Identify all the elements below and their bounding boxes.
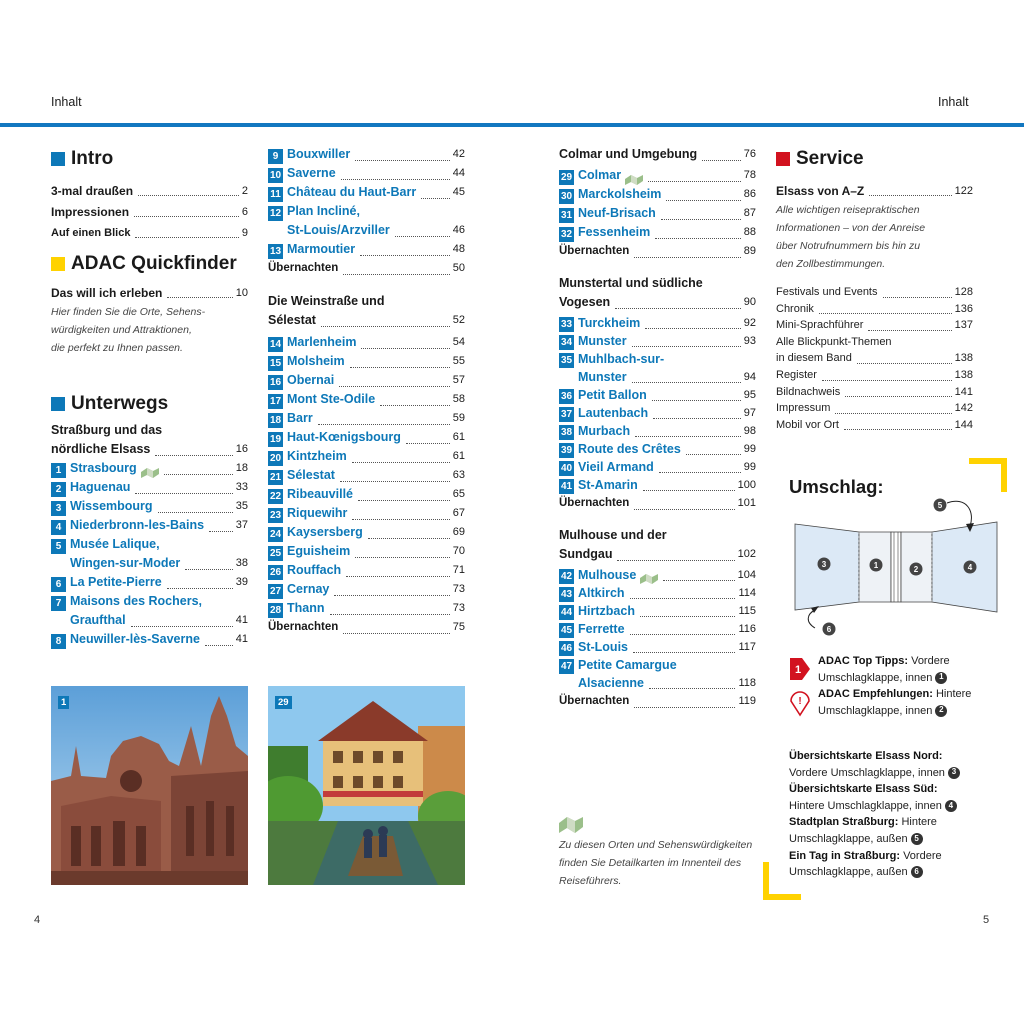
header-left: Inhalt <box>51 95 82 109</box>
fold-label-3 <box>818 558 831 571</box>
page-number-left: 4 <box>34 914 41 926</box>
section-service: Service <box>776 146 973 172</box>
legend-maps <box>789 748 1004 881</box>
uebernachten-entry[interactable]: Übernachten 101 <box>559 497 756 509</box>
service-square-icon <box>776 152 790 166</box>
place-entry[interactable]: 31 Neuf-Brisach 87 <box>560 206 756 221</box>
place-entry[interactable]: 32 Fessenheim 88 <box>560 225 756 240</box>
place-entry[interactable]: 37 Lautenbach 97 <box>560 406 756 420</box>
column-3 <box>559 145 756 711</box>
section-unterwegs: Unterwegs <box>51 391 248 417</box>
place-entry[interactable]: 9 Bouxwiller 42 <box>268 145 465 164</box>
place-entry[interactable]: 7 Maisons des Rochers, <box>51 592 248 611</box>
column-4 <box>776 146 973 433</box>
empfehlung-pin-icon <box>789 689 811 717</box>
service-entry[interactable]: Register 138 <box>776 368 973 381</box>
place-entry[interactable]: 14 Marlenheim 54 <box>269 335 465 350</box>
service-entry[interactable]: Impressum 142 <box>776 402 973 415</box>
place-entry-cont[interactable]: Munster 94 <box>578 370 756 384</box>
region-heading-row[interactable]: Colmar und Umgebung 76 <box>559 147 756 161</box>
fold-label-6 <box>823 623 836 636</box>
uebernachten-entry[interactable]: Übernachten 75 <box>268 621 465 633</box>
region-heading: Die Weinstraße und <box>268 294 385 308</box>
fold-label-4-text: 4 <box>967 563 973 572</box>
umschlag-title: Umschlag: <box>789 476 884 497</box>
place-entry[interactable]: 6 La Petite-Pierre 39 <box>51 573 248 592</box>
place-entry[interactable]: 44 Hirtzbach 115 <box>560 604 756 618</box>
intro-square-icon <box>51 152 65 166</box>
uebernachten-entry[interactable]: Übernachten 119 <box>559 695 756 707</box>
fold-label-6-text: 6 <box>826 625 832 634</box>
place-entry[interactable]: 17 Mont Ste-Odile 58 <box>269 392 465 407</box>
section-quickfinder: ADAC Quickfinder <box>51 251 248 277</box>
uebernachten-entry[interactable]: Übernachten 89 <box>559 245 756 257</box>
toc-entry[interactable]: Auf einen Blick 9 <box>51 227 248 239</box>
place-entry[interactable]: 36 Petit Ballon 95 <box>560 388 756 402</box>
region-heading-row[interactable]: nördliche Elsass 16 <box>51 442 248 456</box>
map-entry-sued[interactable]: Übersichtskarte Elsass Süd: Hintere Umschlagklappe, innen 4 <box>789 781 1004 814</box>
fold-label-1-text: 1 <box>873 561 879 570</box>
top-tipp-icon-number: 1 <box>794 664 802 676</box>
place-entry[interactable]: 19 Haut-Kœnigsbourg 61 <box>269 430 465 445</box>
service-entry[interactable]: Festivals und Events 128 <box>776 286 973 298</box>
detail-map-icon <box>141 468 159 478</box>
circle-number-icon: 5 <box>911 833 923 845</box>
place-entry[interactable]: 47 Petite Camargue <box>560 658 677 672</box>
colmar-illustration <box>268 686 465 885</box>
yellow-corner-top <box>969 458 1007 492</box>
service-note: Alle wichtigen reisepraktischen Informationen – von der Anreise über Notrufnummern bis hin zu den Zollbestimmungen. <box>776 204 926 270</box>
place-entry[interactable]: 42 Mulhouse 104 <box>560 568 756 582</box>
place-entry[interactable]: 21 Sélestat 63 <box>269 468 465 483</box>
place-entry[interactable]: 24 Kaysersberg 69 <box>269 525 465 540</box>
place-entry[interactable]: 29 Colmar 78 <box>560 168 756 183</box>
detail-map-icon <box>640 574 658 584</box>
place-entry[interactable]: 41 St-Amarin 100 <box>560 478 756 492</box>
detail-map-footnote: Zu diesen Orten und Sehenswürdigkeiten finden Sie Detailkarten im Innenteil des Reiseführers. <box>559 839 753 887</box>
place-entry-cont[interactable]: St-Louis/Arzviller 46 <box>287 223 465 237</box>
fold-label-5-text: 5 <box>937 501 943 510</box>
region-heading: Straßburg und das <box>51 423 163 437</box>
header-right: Inhalt <box>938 95 969 109</box>
svg-text:!: ! <box>798 696 802 707</box>
cover-fold-diagram <box>789 492 1001 640</box>
place-entry[interactable]: 34 Munster 93 <box>560 334 756 348</box>
fold-label-1 <box>870 559 883 572</box>
legend-empfehlungen: ADAC Empfehlungen: Hintere Umschlagklappe, innen 2 <box>818 688 972 717</box>
fold-label-2 <box>910 563 923 576</box>
place-entry[interactable]: 20 Kintzheim 61 <box>269 449 465 464</box>
place-entry[interactable]: 38 Murbach 98 <box>560 424 756 438</box>
circle-number-icon: 2 <box>935 705 947 717</box>
fold-label-5 <box>934 499 947 512</box>
photo-colmar-canal <box>268 686 465 885</box>
spine <box>891 532 901 602</box>
place-entry[interactable]: 5 Musée Lalique, <box>51 535 248 554</box>
place-entry-cont[interactable]: Wingen-sur-Moder 38 <box>70 556 248 570</box>
place-entry[interactable]: 8 Neuwiller-lès-Saverne 41 <box>51 630 248 649</box>
circle-number-icon: 4 <box>945 800 957 812</box>
region-heading-row[interactable]: Sélestat 52 <box>268 313 465 327</box>
service-entry[interactable]: Chronik 136 <box>776 302 973 315</box>
region-heading-row[interactable]: Vogesen 90 <box>559 295 756 309</box>
place-entry[interactable]: 11 Château du Haut-Barr 45 <box>268 183 465 202</box>
map-entry-nord[interactable]: Übersichtskarte Elsass Nord: Vordere Umschlagklappe, innen 3 <box>789 748 1004 781</box>
place-entry[interactable]: 25 Eguisheim 70 <box>269 544 465 559</box>
place-entry[interactable]: 15 Molsheim 55 <box>269 354 465 369</box>
toc-entry[interactable]: Das will ich erleben 10 <box>51 286 248 300</box>
circle-number-icon: 3 <box>948 767 960 779</box>
place-entry-cont[interactable]: Alsacienne 118 <box>578 676 756 690</box>
service-entry-cont[interactable]: in diesem Band 138 <box>776 352 973 365</box>
place-entry[interactable]: 2 Haguenau 33 <box>51 478 248 497</box>
intro-list <box>51 178 248 241</box>
toc-entry[interactable]: Elsass von A–Z 122 <box>776 184 973 198</box>
unterwegs-square-icon <box>51 397 65 411</box>
quickfinder-square-icon <box>51 257 65 271</box>
column-2 <box>268 145 465 637</box>
fold-label-4 <box>964 561 977 574</box>
place-entry[interactable]: 3 Wissembourg 35 <box>51 497 248 516</box>
place-entry-cont[interactable]: Graufthal 41 <box>70 613 248 627</box>
place-entry[interactable]: 35 Muhlbach-sur- <box>560 352 665 366</box>
header-rule <box>0 123 1024 127</box>
place-entry[interactable]: 39 Route des Crêtes 99 <box>560 442 756 456</box>
place-entry[interactable]: 43 Altkirch 114 <box>560 586 756 600</box>
unterwegs-list <box>51 421 248 649</box>
service-entry[interactable]: Bildnachweis 141 <box>776 385 973 398</box>
place-entry[interactable]: 33 Turckheim 92 <box>560 316 756 330</box>
service-entry[interactable]: Mobil vor Ort 144 <box>776 418 973 431</box>
place-entry[interactable]: 22 Ribeauvillé 65 <box>269 487 465 502</box>
service-entry[interactable]: Mini-Sprachführer 137 <box>776 319 973 332</box>
legend-top-tipps: ADAC Top Tipps: Vordere Umschlagklappe, innen 1 <box>818 655 950 684</box>
place-entry[interactable]: 4 Niederbronn-les-Bains 37 <box>51 516 248 535</box>
region-heading: Munstertal und südliche <box>559 276 703 290</box>
fold-label-2-text: 2 <box>913 565 919 574</box>
region-heading: Mulhouse und der <box>559 528 667 542</box>
photo-badge: 1 <box>58 696 69 709</box>
detail-map-icon <box>625 175 643 185</box>
quickfinder-note: Hier finden Sie die Orte, Sehens- würdigkeiten und Attraktionen, die perfekt zu Ihnen passen. <box>51 306 206 354</box>
place-entry[interactable]: 23 Riquewihr 67 <box>269 506 465 521</box>
photo-badge: 29 <box>275 696 292 709</box>
place-entry[interactable]: 27 Cernay 73 <box>269 582 465 597</box>
place-entry[interactable]: 13 Marmoutier 48 <box>269 242 465 257</box>
service-list <box>776 284 973 433</box>
photo-strasbourg-cathedral <box>51 686 248 885</box>
place-entry[interactable]: 10 Saverne 44 <box>269 166 465 181</box>
detail-map-legend-icon <box>559 817 583 833</box>
column-1 <box>51 146 248 649</box>
map-entry-ein-tag[interactable]: Ein Tag in Straßburg: Vordere Umschlagklappe, außen 6 <box>789 849 942 879</box>
place-entry[interactable]: 12 Plan Incliné, <box>269 204 360 219</box>
place-entry[interactable]: 45 Ferrette 116 <box>560 622 756 636</box>
place-entry[interactable]: 1 Strasbourg 18 <box>51 459 248 478</box>
uebernachten-entry[interactable]: Übernachten 50 <box>268 262 465 274</box>
place-entry[interactable]: 26 Rouffach 71 <box>269 563 465 578</box>
toc-entry[interactable]: Impressionen 6 <box>51 205 248 219</box>
fold-label-3-text: 3 <box>821 560 827 569</box>
place-entry[interactable]: 30 Marckolsheim 86 <box>560 187 756 202</box>
map-entry-stadtplan[interactable]: Stadtplan Straßburg: Hintere Umschlagklappe, außen 5 <box>789 816 937 845</box>
place-entry[interactable]: 16 Obernai 57 <box>269 373 465 388</box>
section-intro: Intro <box>51 146 248 172</box>
place-entry[interactable]: 46 St-Louis 117 <box>560 640 756 654</box>
toc-entry[interactable]: 3-mal draußen 2 <box>51 184 248 198</box>
page-number-right: 5 <box>983 914 990 926</box>
place-entry[interactable]: 18 Barr 59 <box>269 411 465 426</box>
region-heading-row[interactable]: Sundgau 102 <box>559 547 756 561</box>
place-entry[interactable]: 28 Thann 73 <box>269 601 465 616</box>
place-entry[interactable]: 40 Vieil Armand 99 <box>560 460 756 474</box>
circle-number-icon: 6 <box>911 866 923 878</box>
circle-number-icon: 1 <box>935 672 947 684</box>
top-tipp-icon <box>788 656 812 682</box>
service-entry[interactable]: Alle Blickpunkt-Themen <box>776 335 892 348</box>
cathedral-illustration <box>51 686 248 885</box>
